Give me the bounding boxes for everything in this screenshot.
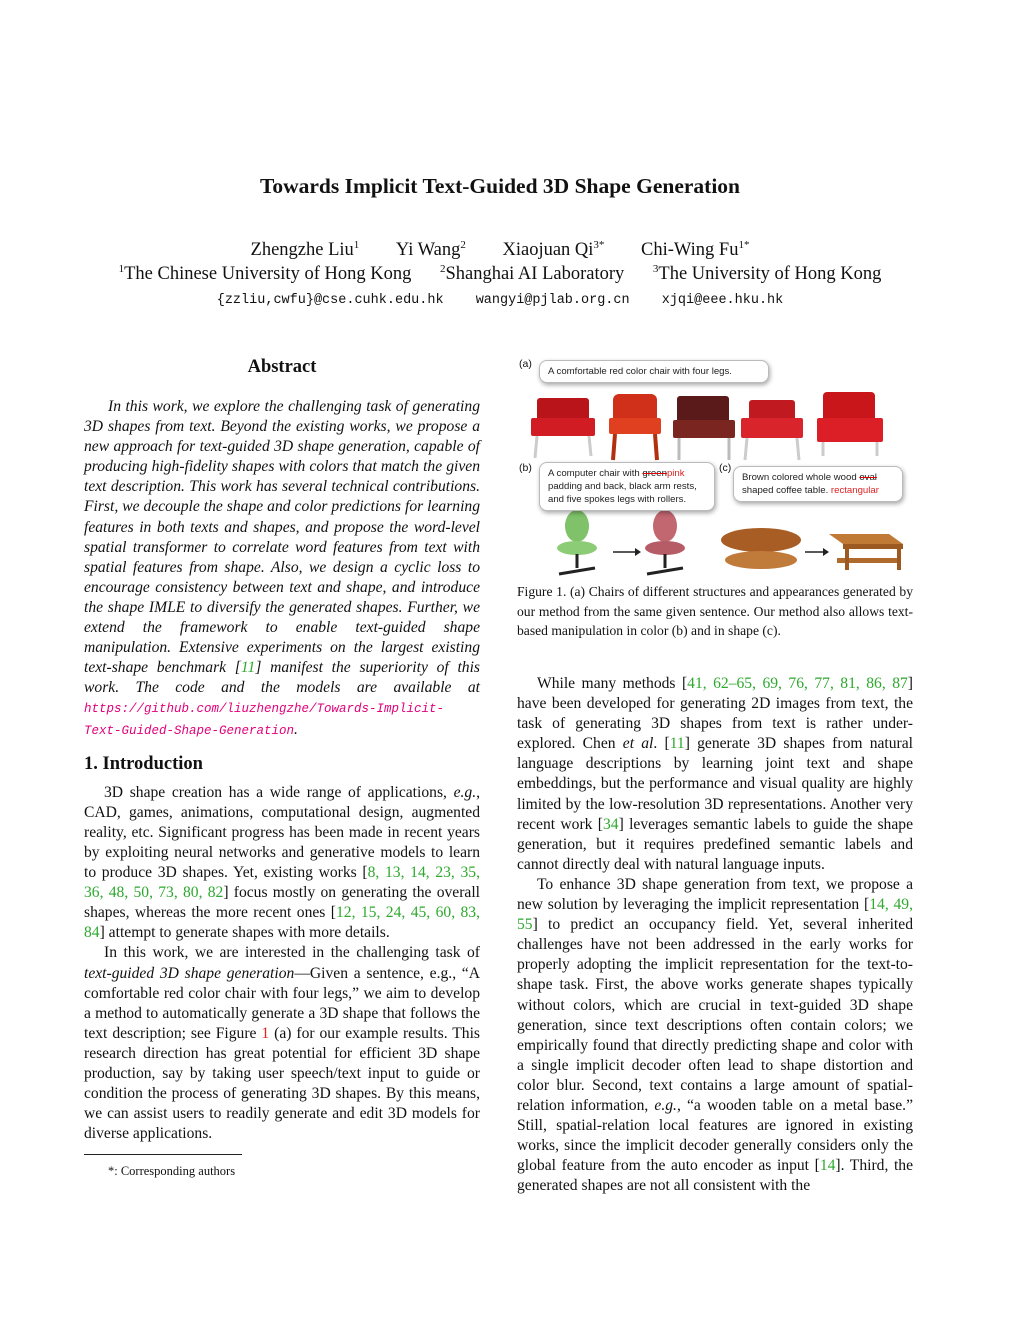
intro-paragraph-2: In this work, we are interested in the challenging task of text-guided 3D shape generation—Given a sentence, e.g., “A comfortable red color chair with four legs,” we aim to develop a method to automatically generate a 3D shape that follows the text description; see Figure 1 (a) for our example results. This research direction has great potential for efficient 3D shape production, say by taking user speech/text input to guide or condition the process of generating 3D shapes. By this means, we can assist users to readily generate and edit 3D models for diverse applications. (84, 944, 480, 1143)
citation-link[interactable]: 41, 62–65, 69, 76, 77, 81, 86, 87 (687, 675, 908, 692)
panel-label-c: (c) (719, 462, 732, 474)
email[interactable]: xjqi@eee.hku.hk (661, 293, 784, 308)
paper-title: Towards Implicit Text-Guided 3D Shape Generation (259, 174, 741, 198)
author: Chi-Wing $Fu^{1*}$ (641, 239, 750, 260)
red-chair-1 (531, 398, 595, 458)
affiliation: $^2$Shanghai AI Laboratory (439, 263, 625, 284)
author: Yi Wang$^2$ (395, 239, 466, 260)
rectangular-table (829, 534, 903, 570)
figure-1-caption: Figure 1. (a) Chairs of different structures and appearances generated by our method from the same given sentence. Our method also allows text-based manipulation in color (b) and in shape (c). (517, 584, 913, 638)
citation-link[interactable]: 11 (240, 659, 256, 677)
email-list (0, 293, 1000, 308)
section-heading-introduction: 1. Introduction (84, 753, 203, 774)
affiliation: $^3$The University of Hong Kong (652, 263, 882, 284)
code-url-link[interactable]: https://github.com/liuzhengzhe/Towards-Implicit-Text-Guided-Shape-Generation (84, 702, 445, 738)
pink-chair (645, 510, 685, 574)
green-chair (557, 510, 597, 574)
panel-label-a: (a) (519, 358, 532, 370)
left-column (84, 352, 480, 1181)
abstract-text: In this work, we explore the challenging task of generating 3D shapes from text. Beyond the existing works, we propose a new approach for text-guided 3D shape generation, capable of producing high-fidelity shapes with colors that match the given text description. This work has several technical contributions. First, we decouple the shape and color predictions for learning features in both texts and shapes, and propose the word-level spatial transformer to correlate word features from text with spatial features from shape. Also, we design a cyclic loss to encourage consistency between text and shape, and introduce the shape IMLE to diversify the generated shapes. Further, we extend the framework to enable text-guided shape manipulation. Extensive experiments on the largest existing text-shape benchmark [11] manifest the superiority of this work. The code and the models are available at https://github.com/liuzhengzhe/Towards-Implicit-Text-Guided-Shape-Generation. (84, 398, 480, 738)
citation-link[interactable]: 34 (602, 815, 619, 833)
author-list (0, 240, 1000, 261)
red-chair-4 (741, 400, 803, 460)
affiliation-list (0, 264, 1000, 285)
intro-paragraph-1: 3D shape creation has a wide range of applications, e.g., CAD, games, animations, computational design, augmented reality, etc. Significant progress has been made in recent years by exploiting neural networks and generative models to learn to produce 3D shapes. Yet, existing works [8, 13, 14, 23, 35, 36, 48, 50, 73, 80, 82] focus mostly on generating the overall shapes, whereas the more recent ones [12, 15, 24, 45, 60, 83, 84] attempt to generate shapes with more details. (84, 783, 480, 942)
footnote: *: Corresponding authors (108, 1164, 236, 1179)
citation-link[interactable]: 11 (669, 735, 685, 753)
prompt-bubble-c: Brown colored whole wood oval shaped coffee table. rectangular (733, 466, 903, 502)
arrow-icon (805, 548, 829, 556)
red-chair-5 (817, 392, 883, 456)
figure-1-illustration (517, 356, 913, 582)
right-column (517, 674, 913, 1196)
footnote-rule (84, 1154, 242, 1155)
prompt-bubble-b: A computer chair with greenpink padding and back, black arm rests, and five spokes legs with rollers. (539, 462, 715, 511)
body-paragraph-3: While many methods [41, 62–65, 69, 76, 77, 81, 86, 87] have been developed for generating 2D images from text, the task of generating 3D shapes from text is rather under-explored. Chen et al. [11] generate 3D shapes from natural language descriptions by learning joint text and shape embeddings, but the performance and visual quality are highly limited by the low-resolution 3D representations. Another very recent work [34] leverages semantic labels to guide the shape generation, but it requires predefined semantic labels and cannot directly deal with natural language inputs. (517, 675, 913, 873)
author: Zhengzhe Liu$^1$ (250, 239, 360, 260)
panel-label-b: (b) (519, 462, 532, 474)
figure-1 (517, 356, 913, 638)
citation-link[interactable]: 14 (819, 1157, 836, 1175)
arrow-icon (613, 548, 641, 556)
body-paragraph-4: To enhance 3D shape generation from text, we propose a new solution by leveraging the implicit representation [14, 49, 55] to predict an occupancy field. Yet, several inherited challenges have not been addressed in the early works for properly adopting the implicit representation for the text-to-shape task. First, the above works generate shapes typically without colors, which are crucial in text-guided 3D shape generation, since text descriptions often contain colors; we empirically found that directly predicting shape and color with a single implicit decoder often lead to shape distortion and color blur. Second, text contains a large amount of spatial-relation information, e.g., “a wooden table on a metal base.” Still, spatial-relation local features are ignored in existing works, since the implicit decoder generally considers only the global feature from the auto encoder as input [14]. Third, the generated shapes are not all consistent with the (517, 875, 913, 1195)
oval-table (721, 528, 801, 569)
citation-link[interactable]: 14, 49, 55 (517, 896, 913, 934)
citation-link[interactable]: 8, 13, 14, 23, 35, 36, 48, 50, 73, 80, 82 (84, 864, 480, 902)
affiliation: $^1$The Chinese University of Hong Kong (118, 263, 412, 284)
red-chair-3 (673, 396, 735, 460)
citation-link[interactable]: 12, 15, 24, 45, 60, 83, 84 (84, 904, 480, 942)
email[interactable]: wangyi@pjlab.org.cn (475, 293, 630, 308)
red-chair-2 (609, 394, 661, 460)
prompt-bubble-a: A comfortable red color chair with four legs. (539, 360, 769, 383)
abstract-heading: Abstract (247, 357, 317, 377)
email[interactable]: {zzliu,cwfu}@cse.cuhk.edu.hk (216, 293, 444, 308)
figure-ref-link[interactable]: 1 (261, 1024, 270, 1042)
author: Xiaojuan $Qi^{3*}$ (502, 239, 605, 260)
